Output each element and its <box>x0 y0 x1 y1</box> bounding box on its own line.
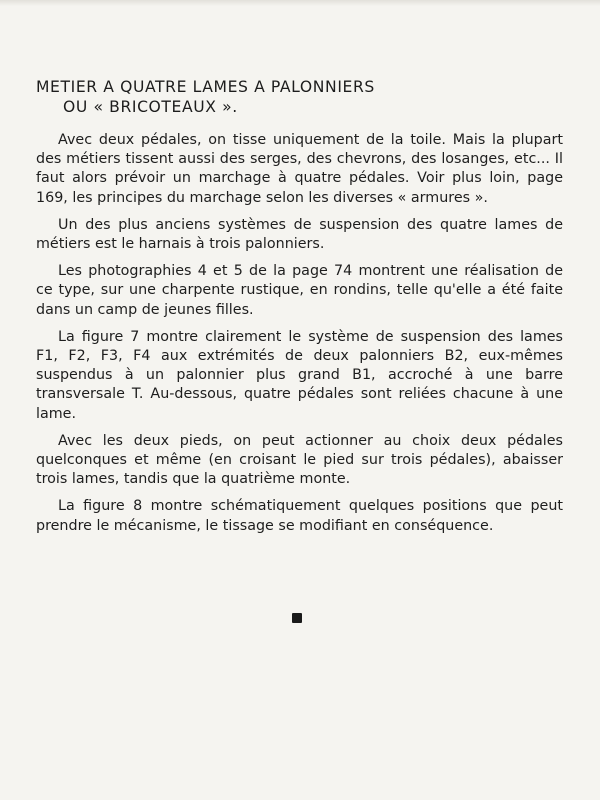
page-top-edge <box>0 0 600 6</box>
paragraph-photographs: Les photographies 4 et 5 de la page 74 montrent une réalisation de ce type, sur une charpente rustique, en rondins, telle qu'elle a été faite dans un camp de jeunes filles. <box>36 263 563 318</box>
body-text <box>36 131 563 544</box>
paragraph-figure-7: La figure 7 montre clairement le système de suspension des lames F1, F2, F3, F4 aux extrémités de deux palonniers B2, eux-mêmes suspendus à un palonnier plus grand B1, accroché à une barre transversale T. Au-dessous, quatre pédales sont reliées chacune à une lame. <box>36 328 563 422</box>
paragraph-two-feet: Avec les deux pieds, on peut actionner au choix deux pédales quelconques et même (en croisant le pied sur trois pédales), abaisser trois lames, tandis que la quatrième monte. <box>36 432 563 488</box>
paragraph-suspension-systems: Un des plus anciens systèmes de suspension des quatre lames de métiers est le harnais à trois palonniers. <box>36 216 563 253</box>
paragraph-pedals: Avec deux pédales, on tisse uniquement de la toile. Mais la plupart des métiers tissent aussi des serges, des chevrons, des losanges, etc... Il faut alors prévoir un marchage à quatre pédales. Voir plus loin, page 169, les principes du marchage selon les diverses « armures ». <box>36 132 563 206</box>
section-heading-line-2: OU « BRICOTEAUX ». <box>63 98 238 116</box>
section-heading <box>36 77 556 117</box>
end-of-section-square-icon <box>292 613 302 623</box>
section-heading-line-1: METIER A QUATRE LAMES A PALONNIERS <box>36 78 375 96</box>
paragraph-figure-8: La figure 8 montre schématiquement quelques positions que peut prendre le mécanisme, le tissage se modifiant en conséquence. <box>36 498 563 534</box>
